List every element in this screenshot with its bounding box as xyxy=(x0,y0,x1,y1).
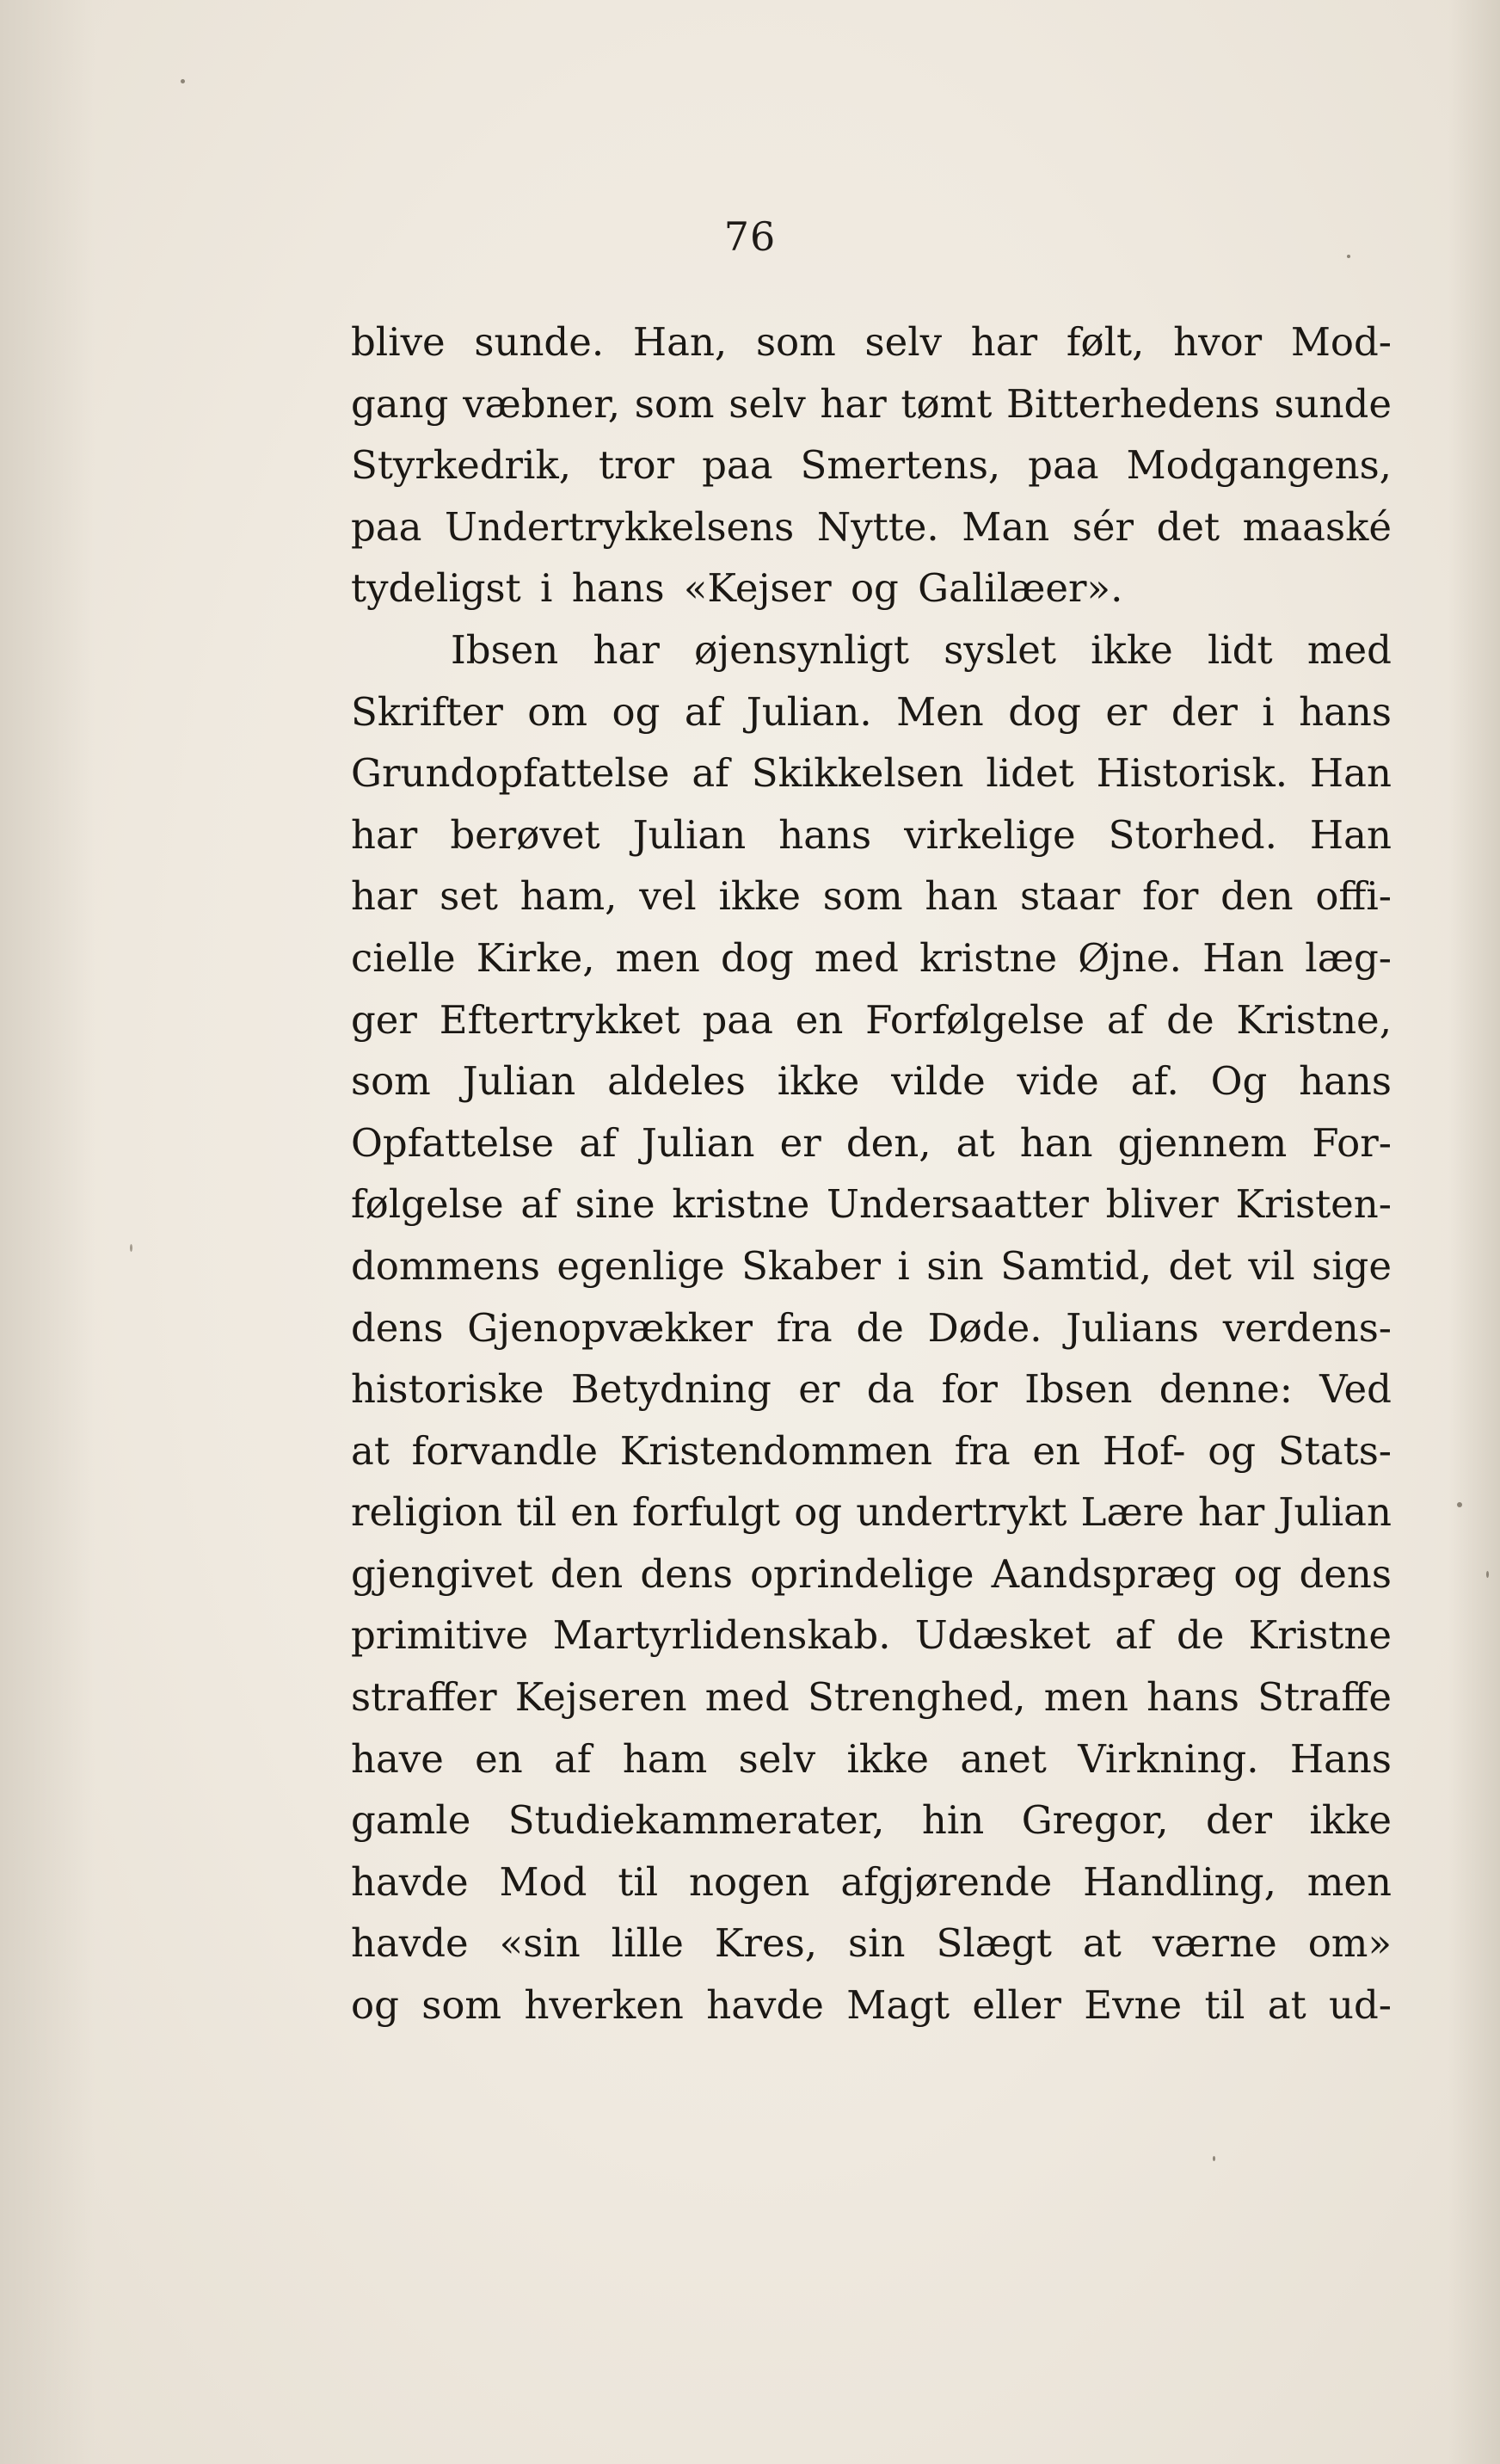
text-line: straffer Kejseren med Strenghed, men hans Straffe xyxy=(351,1674,1392,1721)
text-line: gjengivet den dens oprindelige Aandspræg og dens xyxy=(351,1550,1392,1597)
text-line: har set ham, vel ikke som han staar for den offi- xyxy=(351,873,1392,920)
text-line: at forvandle Kristendommen fra en Hof- og Stats- xyxy=(351,1427,1392,1474)
paper-speck xyxy=(130,1244,132,1252)
paper-speck xyxy=(1457,1502,1462,1507)
page-shadow-left xyxy=(0,0,95,2464)
text-line: have en af ham selv ikke anet Virkning. Hans xyxy=(351,1735,1392,1782)
text-line: religion til en forfulgt og undertrykt Lære har Julian xyxy=(351,1489,1392,1536)
text-line: som Julian aldeles ikke vilde vide af. Og hans xyxy=(351,1058,1392,1105)
text-line: gamle Studiekammerater, hin Gregor, der ikke xyxy=(351,1797,1392,1844)
text-line: Grundopfattelse af Skikkelsen lidet Historisk. Han xyxy=(351,750,1392,797)
paper-speck xyxy=(1486,1571,1489,1578)
text-line: havde Mod til nogen afgjørende Handling, men xyxy=(351,1858,1392,1905)
paper-speck xyxy=(181,79,185,83)
page-number: 76 xyxy=(723,213,777,260)
text-line: Ibsen har øjensynligt syslet ikke lidt med xyxy=(451,626,1392,673)
text-line: dens Gjenopvækker fra de Døde. Julians verdens- xyxy=(351,1304,1392,1351)
text-line: cielle Kirke, men dog med kristne Øjne. Han læg- xyxy=(351,934,1392,981)
body-text xyxy=(351,311,1392,2036)
text-line: primitive Martyrlidenskab. Udæsket af de Kristne xyxy=(351,1612,1392,1659)
text-line: havde «sin lille Kres, sin Slægt at værne om» xyxy=(351,1920,1392,1967)
text-line: tydeligst i hans «Kejser og Galilæer». xyxy=(351,565,1123,612)
text-line: Opfattelse af Julian er den, at han gjennem For- xyxy=(351,1119,1392,1166)
text-line: har berøvet Julian hans virkelige Storhed. Han xyxy=(351,811,1392,858)
page-shadow-right xyxy=(1448,0,1500,2464)
text-line: ger Eftertrykket paa en Forfølgelse af de Kristne, xyxy=(351,996,1392,1043)
text-line: historiske Betydning er da for Ibsen denne: Ved xyxy=(351,1366,1392,1413)
text-line: gang væbner, som selv har tømt Bitterhedens sunde xyxy=(351,380,1392,427)
paper-speck xyxy=(1213,2156,1215,2161)
text-line: følgelse af sine kristne Undersaatter bliver Kristen- xyxy=(351,1181,1392,1228)
text-line: Styrkedrik, tror paa Smertens, paa Modgangens, xyxy=(351,442,1392,489)
text-line: dommens egenlige Skaber i sin Samtid, det vil sige xyxy=(351,1242,1392,1289)
text-line: blive sunde. Han, som selv har følt, hvor Mod- xyxy=(351,319,1392,365)
text-line: Skrifter om og af Julian. Men dog er der i hans xyxy=(351,688,1392,735)
text-line: paa Undertrykkelsens Nytte. Man sér det maaské xyxy=(351,503,1392,550)
text-line: og som hverken havde Magt eller Evne til at ud- xyxy=(351,1982,1392,2029)
